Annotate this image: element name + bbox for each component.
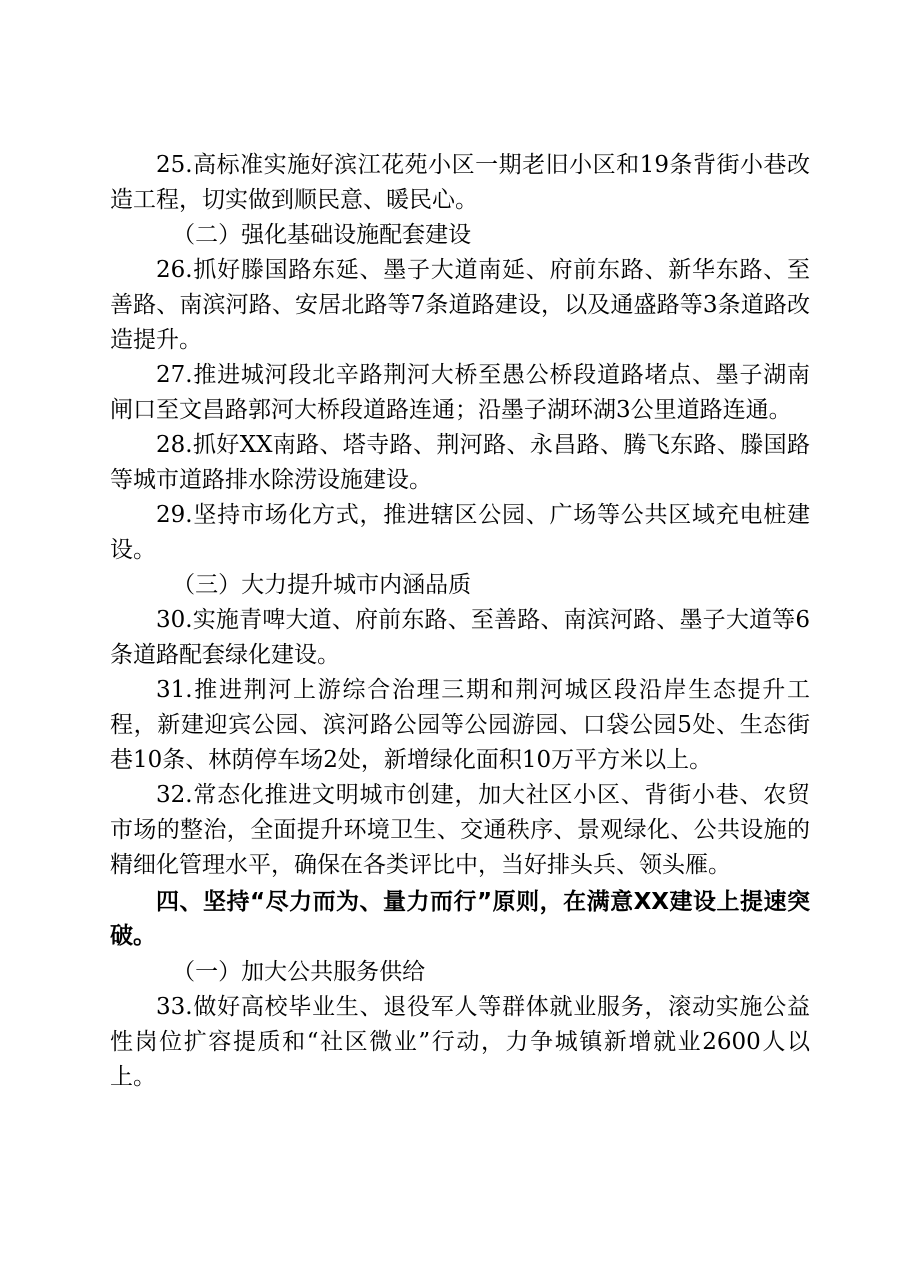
paragraph-item-31: 31.推进荆河上游综合治理三期和荆河城区段沿岸生态提升工程，新建迎宾公园、滨河路公园等公园游园、口袋公园5处、生态街巷10条、林荫停车场2处，新增绿化面积10万平方米以上。: [110, 677, 810, 773]
paragraph-item-33: 33.做好高校毕业生、退役军人等群体就业服务，滚动实施公益性岗位扩容提质和“社区微业”行动，力争城镇新增就业2600人以上。: [110, 994, 810, 1090]
paragraph-item-30: 30.实施青啤大道、府前东路、至善路、南滨河路、墨子大道等6条道路配套绿化建设。: [110, 607, 810, 668]
paragraph-item-25: 25.高标准实施好滨江花苑小区一期老旧小区和19条背街小巷改造工程，切实做到顺民意、暖民心。: [110, 152, 810, 213]
document-body: [110, 148, 810, 1095]
section-subheading-1: （一）加大公共服务供给: [172, 959, 426, 985]
paragraph-item-26: 26.抓好滕国路东延、墨子大道南延、府前东路、新华东路、至善路、南滨河路、安居北路等7条道路建设，以及通盛路等3条道路改造提升。: [110, 257, 810, 353]
paragraph-item-29: 29.坚持市场化方式，推进辖区公园、广场等公共区域充电桩建设。: [110, 502, 810, 563]
section-subheading-3: （三）大力提升城市内涵品质: [172, 572, 472, 598]
paragraph-item-32: 32.常态化推进文明城市创建，加大社区小区、背街小巷、农贸市场的整治，全面提升环境卫生、交通秩序、景观绿化、公共设施的精细化管理水平，确保在各类评比中，当好排头兵、领头雁。: [110, 782, 810, 878]
paragraph-item-27: 27.推进城河段北辛路荆河大桥至愚公桥段道路堵点、墨子湖南闸口至文昌路郭河大桥段道路连通；沿墨子湖环湖3公里道路连通。: [110, 362, 810, 423]
section-subheading-2: （二）强化基础设施配套建设: [172, 222, 472, 248]
paragraph-item-28: 28.抓好XX南路、塔寺路、荆河路、永昌路、腾飞东路、滕国路等城市道路排水除涝设施建设。: [110, 432, 810, 493]
section-heading-4: 四、坚持“尽力而为、量力而行”原则，在满意XX建设上提速突破。: [110, 889, 810, 949]
